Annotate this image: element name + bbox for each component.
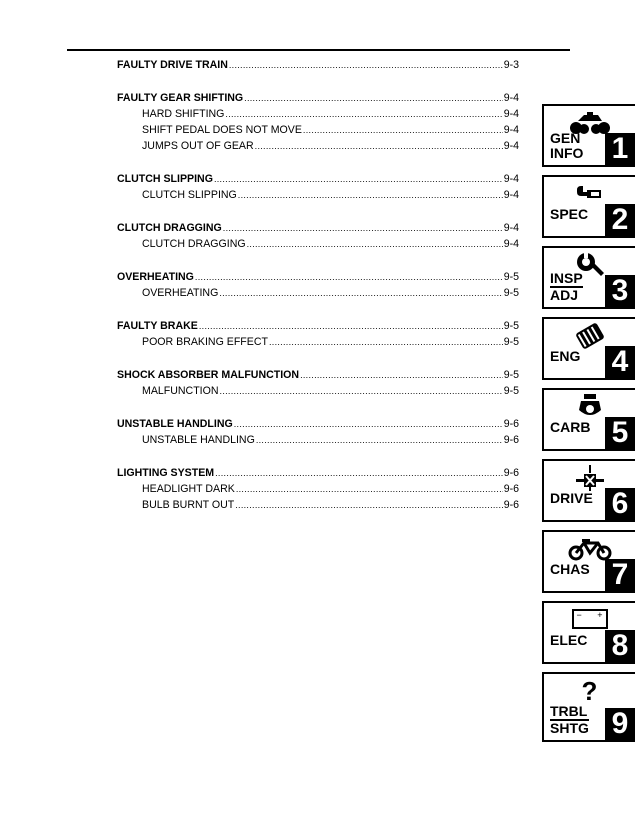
toc-section-faulty-gear-shifting [117,90,519,154]
toc-subentry-title: JUMPS OUT OF GEAR [142,140,254,152]
leader-dots [195,269,503,285]
toc-subentry-title: HARD SHIFTING [142,108,225,120]
tab-spec[interactable] [542,175,635,238]
top-rule [67,49,570,51]
tab-gen-info[interactable] [542,104,635,167]
tab-label: CHAS [550,561,590,577]
leader-dots [215,465,503,481]
toc-section-faulty-drive-train [117,57,519,73]
toc-subentry-title: MALFUNCTION [142,385,219,397]
tab-number: 6 [605,488,635,520]
toc-subentry[interactable] [117,285,519,301]
tab-number: 9 [605,708,635,740]
tab-insp-adj[interactable] [542,246,635,309]
tab-label: CARB [550,419,591,435]
leader-dots [214,171,503,187]
toc-section-lighting-system [117,465,519,513]
leader-dots [235,497,502,513]
toc-entry-title: CLUTCH DRAGGING [117,222,222,234]
toc-subentry-page: 9-4 [503,108,519,120]
tab-number: 8 [605,630,635,662]
toc-subentry-title: BULB BURNT OUT [142,499,235,511]
tab-number: 5 [605,417,635,449]
toc-entry-page: 9-5 [503,320,519,332]
toc-entry-title: UNSTABLE HANDLING [117,418,233,430]
tab-elec[interactable] [542,601,635,664]
tab-number: 1 [605,133,635,165]
toc-subentry-page: 9-6 [503,483,519,495]
toc-subentry-page: 9-4 [503,140,519,152]
toc-entry-page: 9-6 [503,467,519,479]
toc-subentry-page: 9-4 [503,124,519,136]
tab-label: GEN INFO [550,130,584,161]
tab-number: 3 [605,275,635,307]
toc-entry-title: FAULTY BRAKE [117,320,198,332]
toc-entry[interactable] [117,465,519,481]
toc-entry[interactable] [117,269,519,285]
table-of-contents [117,57,519,530]
tab-number: 7 [605,559,635,591]
toc-subentry[interactable] [117,383,519,399]
leader-dots [236,481,503,497]
tab-label: TRBL SHTG [550,703,589,736]
tab-number: 2 [605,204,635,236]
toc-entry-page: 9-5 [503,271,519,283]
toc-entry-page: 9-4 [503,173,519,185]
toc-subentry[interactable] [117,481,519,497]
toc-subentry[interactable] [117,187,519,203]
toc-entry[interactable] [117,171,519,187]
toc-subentry-page: 9-4 [503,238,519,250]
toc-entry-page: 9-4 [503,222,519,234]
leader-dots [234,416,503,432]
tab-drive[interactable] [542,459,635,522]
leader-dots [269,334,503,350]
toc-section-clutch-dragging [117,220,519,252]
toc-subentry-title: CLUTCH SLIPPING [142,189,237,201]
toc-subentry-title: POOR BRAKING EFFECT [142,336,268,348]
leader-dots [220,383,503,399]
tab-chas[interactable] [542,530,635,593]
toc-subentry-page: 9-6 [503,499,519,511]
tab-label: ELEC [550,632,588,648]
toc-entry-title: FAULTY DRIVE TRAIN [117,59,228,71]
tab-label: INSP ADJ [550,270,583,303]
toc-subentry[interactable] [117,138,519,154]
toc-entry[interactable] [117,57,519,73]
question-icon: ? [581,676,598,706]
toc-subentry-page: 9-6 [503,434,519,446]
toc-section-unstable-handling [117,416,519,448]
toc-subentry-title: UNSTABLE HANDLING [142,434,255,446]
toc-subentry[interactable] [117,122,519,138]
toc-subentry-title: SHIFT PEDAL DOES NOT MOVE [142,124,302,136]
tab-carb[interactable] [542,388,635,451]
leader-dots [229,57,503,73]
leader-dots [199,318,503,334]
toc-subentry[interactable] [117,497,519,513]
toc-subentry-title: OVERHEATING [142,287,219,299]
leader-dots [300,367,503,383]
leader-dots [219,285,502,301]
toc-subentry-page: 9-4 [503,189,519,201]
toc-section-clutch-slipping [117,171,519,203]
tab-label: ENG [550,348,581,364]
leader-dots [223,220,503,236]
leader-dots [247,236,503,252]
toc-entry[interactable] [117,220,519,236]
toc-entry-page: 9-5 [503,369,519,381]
toc-entry-title: LIGHTING SYSTEM [117,467,215,479]
toc-entry-title: OVERHEATING [117,271,194,283]
toc-entry-page: 9-6 [503,418,519,430]
toc-subentry[interactable] [117,432,519,448]
toc-entry-title: CLUTCH SLIPPING [117,173,213,185]
toc-subentry-title: CLUTCH DRAGGING [142,238,246,250]
tab-trbl-shtg[interactable] [542,672,635,742]
tab-eng[interactable] [542,317,635,380]
tab-label: SPEC [550,206,589,222]
leader-dots [255,138,503,154]
toc-entry-page: 9-4 [503,92,519,104]
battery-plus-sign: + [597,610,603,620]
toc-subentry-page: 9-5 [503,385,519,397]
leader-dots [303,122,503,138]
toc-section-overheating [117,269,519,301]
toc-subentry-page: 9-5 [503,336,519,348]
toc-subentry[interactable] [117,106,519,122]
toc-subentry[interactable] [117,236,519,252]
toc-entry[interactable] [117,318,519,334]
toc-section-faulty-brake [117,318,519,350]
leader-dots [238,187,503,203]
toc-entry[interactable] [117,90,519,106]
leader-dots [256,432,503,448]
toc-section-shock-absorber [117,367,519,399]
toc-subentry[interactable] [117,334,519,350]
tab-number: 4 [605,346,635,378]
toc-entry-title: SHOCK ABSORBER MALFUNCTION [117,369,300,381]
battery-minus-sign: − [576,610,582,620]
toc-entry[interactable] [117,367,519,383]
toc-entry-page: 9-3 [503,59,519,71]
toc-entry[interactable] [117,416,519,432]
leader-dots [225,106,502,122]
leader-dots [244,90,503,106]
toc-entry-title: FAULTY GEAR SHIFTING [117,92,244,104]
tab-label: DRIVE [550,490,593,506]
toc-subentry-page: 9-5 [503,287,519,299]
toc-subentry-title: HEADLIGHT DARK [142,483,235,495]
